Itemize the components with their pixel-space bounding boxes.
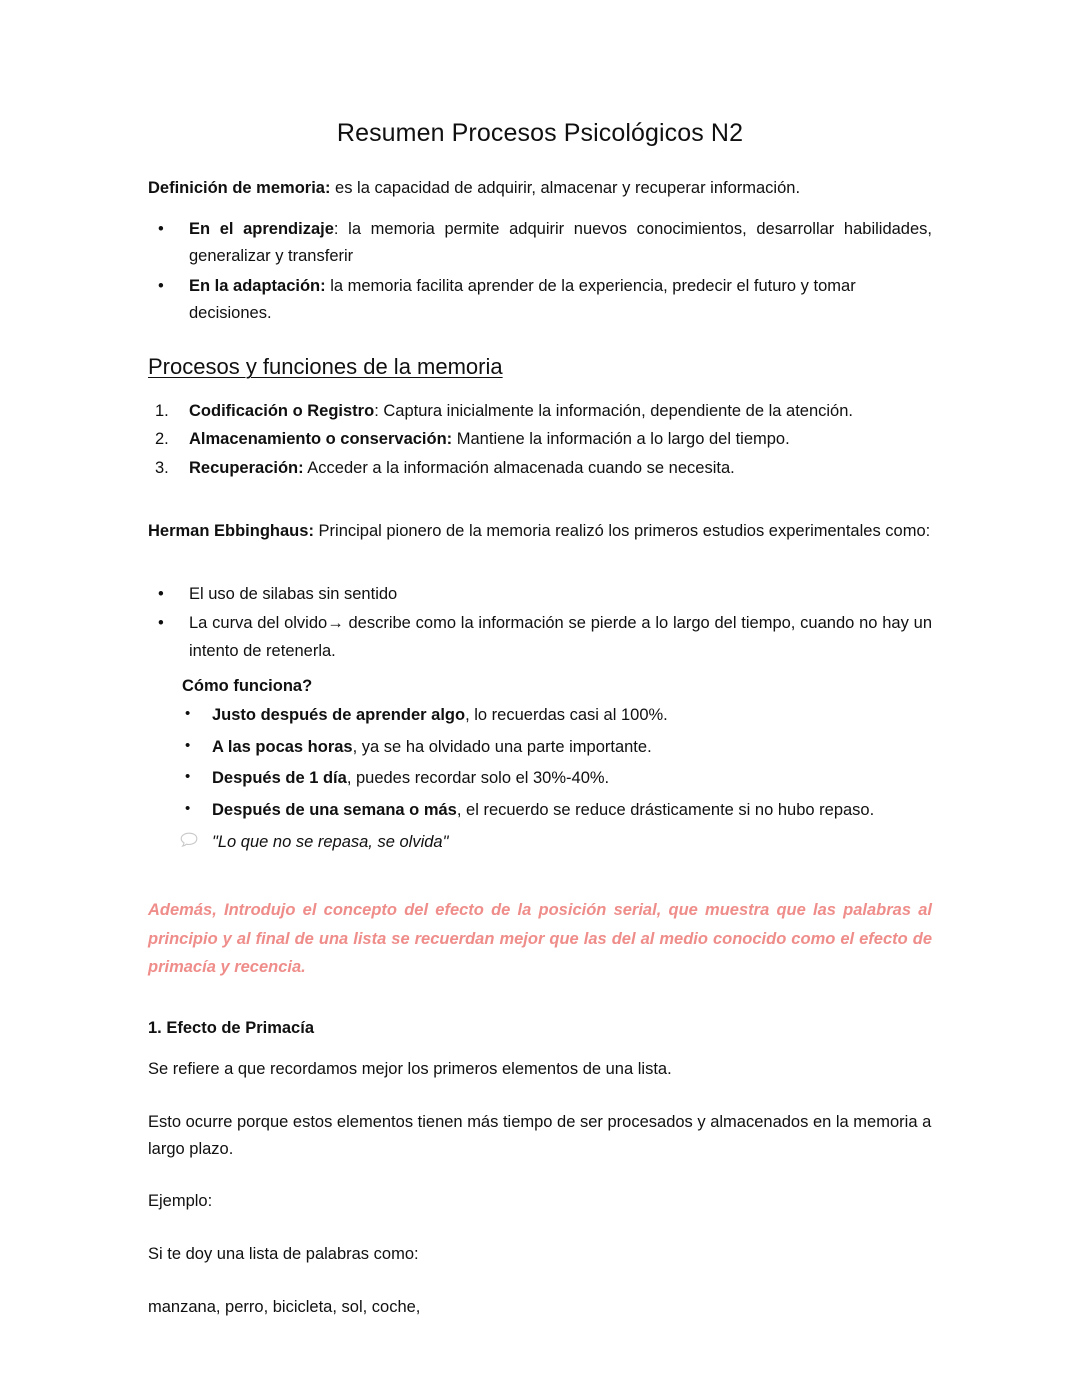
list-item-text: , el recuerdo se reduce drásticamente si no hubo repaso.	[456, 800, 875, 819]
bullet-icon: •	[158, 584, 164, 603]
primacy-paragraph: Esto ocurre porque estos elementos tienen más tiempo de ser procesados y almacenados en la memoria a largo plazo.	[148, 1112, 932, 1158]
primacy-heading: 1. Efecto de Primacía	[148, 1019, 314, 1038]
example-word-list: manzana, perro, bicicleta, sol, coche,	[148, 1297, 421, 1316]
speech-bubble-icon	[180, 832, 198, 848]
definition-paragraph	[148, 175, 932, 202]
list-item	[182, 796, 932, 824]
list-item	[148, 273, 932, 328]
quote-text: "Lo que no se repasa, se olvida"	[212, 832, 449, 851]
list-item-text: La curva del olvido→ describe como la información se pierde a lo largo del tiempo, cuando no hay un intento de retenerla.	[189, 614, 932, 660]
primacy-paragraph: Se refiere a que recordamos mejor los primeros elementos de una lista.	[148, 1060, 672, 1079]
bullet-icon: •	[158, 219, 164, 238]
bullet-icon: •	[158, 614, 164, 633]
list-item	[182, 733, 932, 761]
list-item-text: la memoria permite adquirir nuevos conocimientos, desarrollar habilidades, generalizar y transferir	[189, 219, 932, 266]
list-number: 2.	[155, 430, 169, 449]
intro-bullet-list	[148, 216, 932, 328]
spacer	[148, 1176, 932, 1188]
bullet-icon: •	[185, 736, 191, 754]
bullet-icon: •	[185, 799, 191, 817]
ebbinghaus-paragraph	[148, 518, 932, 545]
definition-label: Definición de memoria:	[148, 179, 331, 198]
spacer	[148, 1282, 932, 1294]
list-item-label: En la adaptación:	[189, 276, 326, 295]
section-heading-processes	[148, 353, 932, 382]
section-heading-text: Procesos y funciones de la memoria	[148, 354, 503, 380]
list-item	[148, 610, 932, 665]
list-item-label: En el aprendizaje	[189, 219, 334, 238]
list-item	[148, 426, 932, 453]
serial-position-note: Además, Introdujo el concepto del efecto de la posición serial, que muestra que las palabras al principio y al final de una lista se recuerdan mejor que las del al medio conocido como el efecto de primacía y recencia.	[148, 901, 932, 977]
list-item-label: Después de una semana o más	[212, 800, 457, 819]
list-number: 1.	[155, 402, 169, 421]
list-item	[182, 701, 932, 729]
list-item-label: Después de 1 día	[212, 769, 347, 788]
list-item-label: Recuperación:	[189, 458, 304, 477]
list-item-text: la memoria facilita aprender de la experiencia, predecir el futuro y tomar decisiones.	[189, 276, 856, 323]
list-item	[148, 455, 932, 482]
spacer	[148, 1229, 932, 1241]
ebbinghaus-label: Herman Ebbinghaus:	[148, 522, 314, 541]
list-item-text: , lo recuerdas casi al 100%.	[465, 706, 668, 725]
example-label: Ejemplo:	[148, 1192, 213, 1211]
list-item	[148, 216, 932, 271]
example-prompt: Si te doy una lista de palabras como:	[148, 1245, 419, 1263]
list-number: 3.	[155, 458, 169, 477]
how-it-works-title: Cómo funciona?	[182, 677, 313, 696]
how-it-works-list	[182, 701, 932, 824]
list-item-text: Captura inicialmente la información, dependiente de la atención.	[378, 402, 853, 421]
ebbinghaus-text: Principal pionero de la memoria realizó los primeros estudios experimentales como:	[313, 522, 931, 541]
spacer	[148, 496, 932, 518]
list-item-text: Acceder a la información almacenada cuando se necesita.	[303, 458, 735, 477]
page-title: Resumen Procesos Psicológicos N2	[336, 119, 744, 147]
list-item-text: , puedes recordar solo el 30%-40%.	[346, 769, 610, 788]
list-item-label-suffix: :	[374, 402, 379, 421]
list-item-label: Codificación o Registro	[189, 402, 375, 421]
spacer	[148, 1097, 932, 1109]
list-item-label-suffix: :	[333, 219, 339, 238]
list-item-label: A las pocas horas	[212, 737, 353, 756]
list-item-text: El uso de silabas sin sentido	[189, 584, 398, 603]
quote-row	[182, 828, 932, 856]
bullet-icon: •	[185, 768, 191, 786]
spacer	[148, 559, 932, 581]
list-item	[148, 398, 932, 425]
bullet-icon: •	[185, 705, 191, 723]
list-item-text: , ya se ha olvidado una parte importante.	[352, 737, 652, 756]
how-it-works-block	[182, 673, 932, 856]
list-item-label: Almacenamiento o conservación:	[189, 430, 453, 449]
definition-text: es la capacidad de adquirir, almacenar y recuperar información.	[330, 179, 801, 198]
list-item	[182, 764, 932, 792]
bullet-icon: •	[158, 276, 164, 295]
list-item-label: Justo después de aprender algo	[212, 706, 466, 725]
list-item	[148, 581, 932, 608]
ebbinghaus-bullet-list	[148, 581, 932, 665]
list-item-text: Mantiene la información a lo largo del tiempo.	[452, 430, 790, 449]
processes-numbered-list	[148, 398, 932, 482]
